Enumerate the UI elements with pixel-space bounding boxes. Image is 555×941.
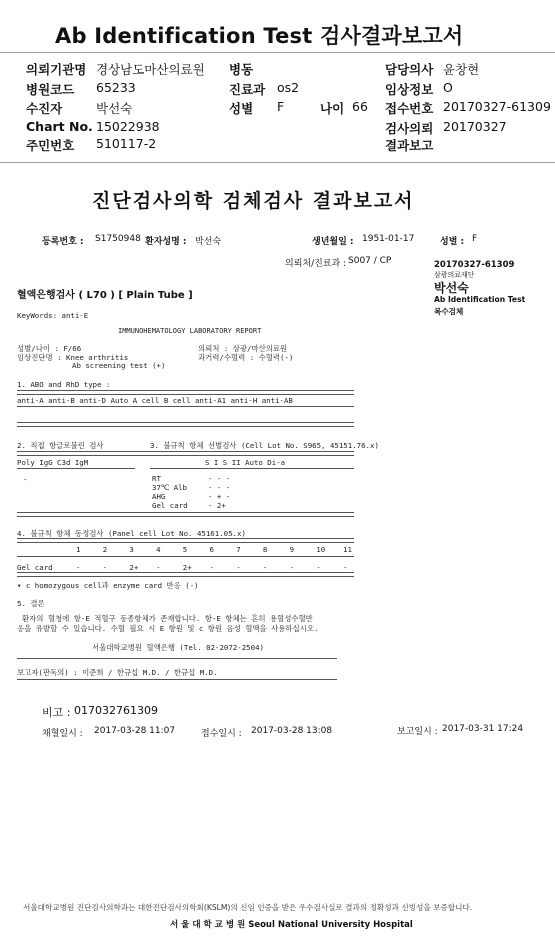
section-abo-title: 1. ABO and RhD type : bbox=[17, 380, 111, 389]
screen-row-label: RT bbox=[152, 474, 161, 483]
section-panel-title: 4. 불규칙 항체 동정검사 (Panel cell Lot No. 45161.05.x) bbox=[17, 529, 246, 538]
header-label: 검사의뢰 bbox=[385, 121, 434, 136]
report-header-title: Ab Identification Test 검사결과보고서 bbox=[55, 24, 464, 48]
divider bbox=[17, 512, 354, 517]
screen-row-values: - - - bbox=[208, 483, 231, 492]
screen-header: S I S II Auto Di-a bbox=[205, 458, 286, 467]
panel-col-header: 8 bbox=[262, 545, 268, 554]
divider bbox=[17, 658, 337, 659]
screen-row-label: AHG bbox=[152, 492, 166, 501]
divider bbox=[17, 538, 354, 543]
report-date-value: 2017-03-31 17:24 bbox=[442, 724, 524, 734]
header-value: 15022938 bbox=[96, 119, 160, 134]
screen-row-values: - 2+ bbox=[208, 501, 226, 510]
panel-row-label: Gel card bbox=[17, 563, 53, 572]
header-value: 20170327 bbox=[443, 119, 507, 134]
info-sex-age: 성별/나이 : F/66 bbox=[17, 344, 82, 353]
info-referral: 의뢰처 : 삼광/마산의료원 bbox=[198, 344, 288, 353]
conclusion-line: 환자의 혈청에 항-E 적혈구 동종항체가 존재합니다. 항-E 항체는 흔히 용혈성수혈반 bbox=[22, 614, 313, 623]
receive-value: 2017-03-28 13:08 bbox=[251, 726, 333, 736]
panel-note: ▾ c homozygous cell과 enzyme card 반응 (-) bbox=[17, 581, 199, 590]
screen-row-values: - - - bbox=[208, 474, 231, 483]
collect-value: 2017-03-28 11:07 bbox=[94, 726, 176, 736]
dat-value: - bbox=[23, 475, 28, 484]
report-title: 진단검사의학 검체검사 결과보고서 bbox=[92, 190, 415, 212]
label-test: Ab Identification Test bbox=[434, 295, 526, 304]
dob: 1951-01-17 bbox=[362, 234, 415, 244]
panel-cell: 2+ bbox=[129, 563, 139, 572]
header-value: 65233 bbox=[96, 80, 136, 95]
panel-cell: - bbox=[289, 563, 295, 572]
panel-col-header: 2 bbox=[102, 545, 108, 554]
sex: F bbox=[472, 234, 478, 244]
header-value: 20170327-61309 bbox=[443, 99, 551, 114]
header-label: 접수번호 bbox=[385, 101, 434, 116]
header-value: os2 bbox=[277, 80, 300, 95]
reg-no: S1750948 bbox=[95, 234, 141, 244]
header-label: 성별 bbox=[229, 101, 254, 116]
header-label: 병동 bbox=[229, 62, 254, 77]
panel-col-header: 6 bbox=[209, 545, 214, 554]
label-accession: 20170327-61309 bbox=[434, 260, 515, 270]
header-value: 510117-2 bbox=[96, 136, 157, 151]
panel-col-header: 11 bbox=[343, 545, 352, 554]
panel-cell: - bbox=[156, 563, 161, 572]
panel-col-header: 10 bbox=[316, 545, 326, 554]
header-value: O bbox=[443, 80, 453, 95]
panel-cell: - bbox=[209, 563, 214, 572]
panel-cell: - bbox=[262, 563, 268, 572]
ihc-title: IMMUNOHEMATOLOGY LABORATORY REPORT bbox=[118, 327, 262, 335]
dept: S007 / CP bbox=[348, 256, 392, 266]
divider bbox=[17, 572, 354, 577]
header-label: 진료과 bbox=[229, 82, 266, 97]
info-diagnosis: 임상진단명 : Knee arthritis bbox=[17, 353, 129, 362]
exam-title: 혈액은행검사 ( L70 ) [ Plain Tube ] bbox=[17, 290, 193, 301]
label-lab: 삼광의료재단 bbox=[434, 271, 475, 279]
header-value: 박선숙 bbox=[96, 101, 133, 116]
panel-cell: - bbox=[343, 563, 348, 572]
panel-col-header: 9 bbox=[289, 545, 295, 554]
header-divider bbox=[0, 52, 555, 53]
panel-cell: 2+ bbox=[182, 563, 192, 572]
screen-row-label: 37℃ Alb bbox=[152, 483, 187, 492]
panel-col-header: 3 bbox=[129, 545, 134, 554]
header-divider bbox=[0, 162, 555, 163]
dept-label: 의뢰처/진료과 : bbox=[285, 259, 347, 269]
receive-label: 접수일시 : bbox=[201, 729, 242, 739]
patient-name: 박선숙 bbox=[195, 237, 222, 247]
header-label: 임상정보 bbox=[385, 82, 434, 97]
label-note: 복수검체 bbox=[434, 307, 464, 316]
header-value: 경상남도마산의료원 bbox=[96, 62, 205, 77]
header-value: F bbox=[277, 99, 285, 114]
panel-col-header: 7 bbox=[236, 545, 241, 554]
abo-header: anti-A anti-B anti-D Auto A cell B cell anti-A1 anti-H anti-AB bbox=[17, 396, 293, 405]
dob-label: 생년월일 : bbox=[312, 237, 354, 247]
panel-col-header: 4 bbox=[156, 545, 161, 554]
info-screening: Ab screening test (+) bbox=[72, 361, 166, 370]
sex-label: 성별 : bbox=[440, 237, 465, 247]
divider bbox=[17, 406, 354, 407]
info-history: 과거력/수혈력 : 수혈력(-) bbox=[198, 353, 294, 362]
section-dat-title: 2. 직접 항글로불린 검사 bbox=[17, 441, 104, 450]
note-value: 017032761309 bbox=[74, 704, 158, 717]
panel-col-header: 1 bbox=[76, 545, 81, 554]
accreditation-note: 서울대학교병원 진단검사의학과는 대한진단검사의학회(KSLM)의 신임 인증을 받은 우수검사실로 결과의 정확성과 신빙성을 보증합니다. bbox=[23, 903, 473, 912]
reg-label: 등록번호 : bbox=[42, 237, 84, 247]
header-label: 나이 bbox=[320, 101, 345, 116]
panel-cell: - bbox=[76, 563, 81, 572]
header-label: 담당의사 bbox=[385, 62, 434, 77]
divider bbox=[17, 422, 354, 427]
header-label: 주민번호 bbox=[26, 138, 75, 153]
screen-row-label: Gel card bbox=[152, 501, 188, 510]
screen-row-values: - + - bbox=[208, 492, 231, 501]
header-label: 수진자 bbox=[26, 101, 63, 116]
report-date-label: 보고일시 : bbox=[397, 727, 438, 737]
divider bbox=[17, 451, 354, 456]
header-label: 결과보고 bbox=[385, 138, 434, 153]
header-value: 66 bbox=[352, 99, 368, 114]
panel-cell: - bbox=[316, 563, 321, 572]
collect-label: 채혈일시 : bbox=[42, 729, 83, 739]
divider bbox=[150, 468, 354, 469]
conclusion-line: 응을 유발할 수 있습니다. 수혈 필요 시 E 항원 및 c 항원 음성 혈액을 사용하십시오. bbox=[17, 624, 319, 633]
divider bbox=[17, 679, 337, 680]
divider bbox=[17, 468, 135, 469]
divider bbox=[17, 556, 354, 557]
section-conclusion-title: 5. 결론 bbox=[17, 599, 45, 608]
label-patient: 박선숙 bbox=[434, 281, 469, 295]
hospital-name: 서 울 대 학 교 병 원 Seoul National University Hospital bbox=[170, 920, 413, 930]
patient-label: 환자성명 : bbox=[145, 237, 187, 247]
note-label: 비고 : bbox=[42, 706, 71, 719]
section-screen-title: 3. 불규칙 항체 선별검사 (Cell Lot No. S965, 45151.76.x) bbox=[150, 441, 379, 450]
keywords: KeyWords: anti-E bbox=[17, 311, 89, 320]
blood-bank-contact: 서울대학교병원 혈액은행 (Tel. 02-2072-2504) bbox=[92, 643, 264, 652]
header-label: 의뢰기관명 bbox=[26, 62, 87, 77]
header-label: Chart No. bbox=[26, 119, 93, 134]
panel-cell: - bbox=[102, 563, 108, 572]
divider bbox=[17, 390, 354, 395]
specimen-label bbox=[430, 258, 548, 318]
header-label: 병원코드 bbox=[26, 82, 75, 97]
panel-cell: - bbox=[236, 563, 241, 572]
header-value: 윤창현 bbox=[443, 62, 480, 77]
reporter: 보고자(판독의) : 이준희 / 한규섭 M.D. / 한규섭 M.D. bbox=[17, 668, 218, 677]
dat-header: Poly IgG C3d IgM bbox=[17, 458, 89, 467]
panel-col-header: 5 bbox=[182, 545, 188, 554]
